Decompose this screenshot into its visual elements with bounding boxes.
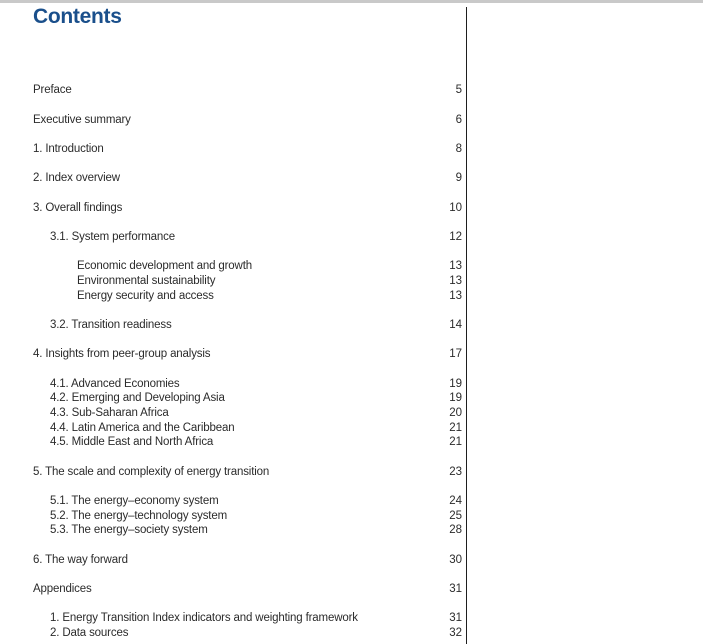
- toc-entry-introduction[interactable]: [0, 142, 462, 157]
- toc-entry-overall-findings[interactable]: [0, 201, 462, 216]
- toc-entry-page: 13: [449, 290, 462, 302]
- toc-entry-page: 8: [455, 143, 462, 155]
- toc-entry-environmental-sustainability[interactable]: [0, 274, 462, 289]
- toc-entry-energy-economy[interactable]: [0, 494, 462, 509]
- toc-entry-label: 1. Energy Transition Index indicators and weighting framework: [50, 612, 358, 624]
- toc-entry-page: 19: [449, 378, 462, 390]
- toc-entry-peer-group-analysis[interactable]: [0, 347, 462, 362]
- toc-entry-page: 31: [449, 612, 462, 624]
- toc-entry-page: 31: [449, 583, 462, 595]
- toc-entry-page: 25: [449, 510, 462, 522]
- toc-entry-label: 5. The scale and complexity of energy transition: [33, 466, 270, 478]
- column-divider: [466, 7, 467, 644]
- page-title: Contents: [33, 5, 122, 28]
- toc-entry-label: 3.1. System performance: [50, 231, 176, 243]
- toc-entry-page: 28: [449, 524, 462, 536]
- toc-entry-middle-east[interactable]: [0, 435, 462, 450]
- toc-entry-label: 2. Index overview: [33, 172, 120, 184]
- toc-entry-label: 4.3. Sub-Saharan Africa: [50, 407, 169, 419]
- toc-entry-latin-america[interactable]: [0, 421, 462, 436]
- toc-entry-way-forward[interactable]: [0, 553, 462, 568]
- toc-entry-label: 4.1. Advanced Economies: [50, 378, 180, 390]
- toc-entry-scale-complexity[interactable]: [0, 465, 462, 480]
- toc-entry-label: 1. Introduction: [33, 143, 104, 155]
- toc-entry-label: 2. Data sources: [50, 627, 129, 639]
- toc-entry-page: 19: [449, 392, 462, 404]
- toc-entry-page: 5: [455, 84, 462, 96]
- toc-entry-page: 17: [449, 348, 462, 360]
- toc-entry-label: Economic development and growth: [77, 260, 252, 272]
- toc-entry-energy-technology[interactable]: [0, 509, 462, 524]
- toc-entry-page: 32: [449, 627, 462, 639]
- toc-entry-label: 4.5. Middle East and North Africa: [50, 436, 214, 448]
- toc-entry-eti-indicators[interactable]: [0, 611, 462, 626]
- toc-entry-economic-development[interactable]: [0, 259, 462, 274]
- toc-entry-page: 14: [449, 319, 462, 331]
- toc-entry-label: 4.4. Latin America and the Caribbean: [50, 422, 235, 434]
- toc-entry-system-performance[interactable]: [0, 230, 462, 245]
- toc-entry-label: 4. Insights from peer-group analysis: [33, 348, 211, 360]
- toc-entry-page: 20: [449, 407, 462, 419]
- toc-entry-energy-security[interactable]: [0, 289, 462, 304]
- toc-entry-emerging-asia[interactable]: [0, 391, 462, 406]
- toc-entry-label: Preface: [33, 84, 72, 96]
- toc-entry-page: 9: [455, 172, 462, 184]
- toc-entry-page: 12: [449, 231, 462, 243]
- toc-entry-label: 5.1. The energy–economy system: [50, 495, 219, 507]
- toc-entry-label: 4.2. Emerging and Developing Asia: [50, 392, 225, 404]
- toc-entry-label: Environmental sustainability: [77, 275, 216, 287]
- toc-entry-label: 3. Overall findings: [33, 202, 123, 214]
- toc-entry-executive-summary[interactable]: [0, 113, 462, 128]
- toc-entry-page: 13: [449, 275, 462, 287]
- toc-entry-transition-readiness[interactable]: [0, 318, 462, 333]
- toc-entry-page: 30: [449, 554, 462, 566]
- toc-entry-label: Executive summary: [33, 114, 131, 126]
- top-border: [0, 0, 703, 3]
- toc-entry-advanced-economies[interactable]: [0, 377, 462, 392]
- toc-entry-preface[interactable]: [0, 83, 462, 98]
- toc-entry-page: 24: [449, 495, 462, 507]
- toc-entry-label: Energy security and access: [77, 290, 214, 302]
- toc-entry-page: 21: [449, 422, 462, 434]
- toc-entry-energy-society[interactable]: [0, 523, 462, 538]
- toc-entry-page: 21: [449, 436, 462, 448]
- toc-entry-label: 6. The way forward: [33, 554, 128, 566]
- toc-entry-label: 5.3. The energy–society system: [50, 524, 208, 536]
- toc-entry-page: 13: [449, 260, 462, 272]
- toc-entry-page: 23: [449, 466, 462, 478]
- toc-entry-label: 5.2. The energy–technology system: [50, 510, 228, 522]
- toc-entry-page: 6: [455, 114, 462, 126]
- toc-entry-sub-saharan-africa[interactable]: [0, 406, 462, 421]
- toc-entry-label: 3.2. Transition readiness: [50, 319, 172, 331]
- toc-entry-page: 10: [449, 202, 462, 214]
- toc-entry-appendices[interactable]: [0, 582, 462, 597]
- toc-entry-index-overview[interactable]: [0, 171, 462, 186]
- toc-entry-label: Appendices: [33, 583, 92, 595]
- toc-entry-data-sources[interactable]: [0, 626, 462, 641]
